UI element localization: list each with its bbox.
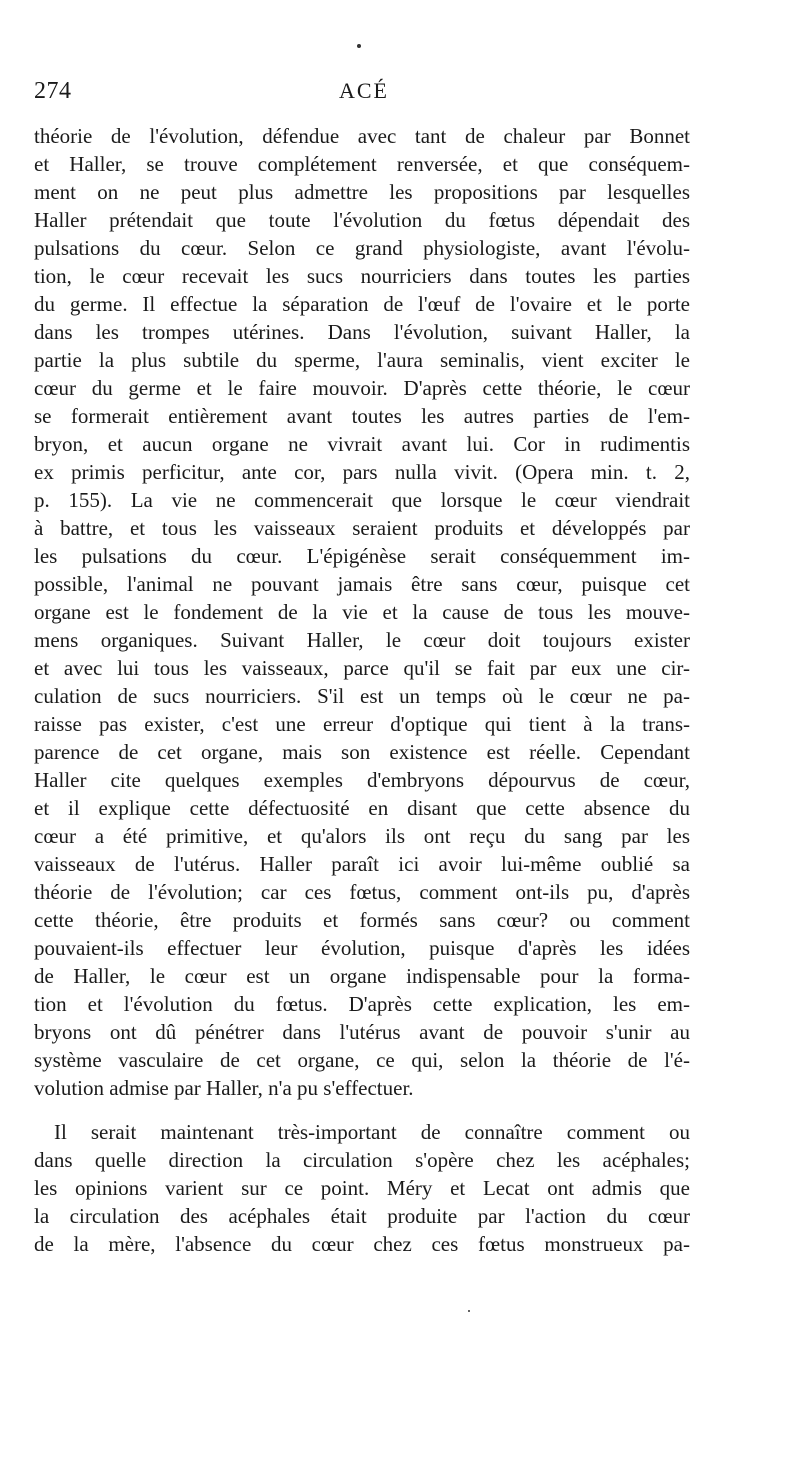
text-line: et il explique cette défectuosité en disant que cette absence du	[34, 796, 690, 820]
text-line: mens organiques. Suivant Haller, le cœur doit toujours exister	[34, 628, 690, 652]
text-line: système vasculaire de cet organe, ce qui, selon la théorie de l'é-	[34, 1048, 690, 1072]
text-line: bryon, et aucun organe ne vivrait avant lui. Cor in rudimentis	[34, 432, 690, 456]
text-line: dans quelle direction la circulation s'opère chez les acéphales;	[34, 1148, 690, 1172]
paragraph-2	[34, 1118, 690, 1258]
text-line: les opinions varient sur ce point. Méry et Lecat ont admis que	[34, 1176, 690, 1200]
text-line: pouvaient-ils effectuer leur évolution, puisque d'après les idées	[34, 936, 690, 960]
paragraph-1	[34, 122, 690, 1102]
text-line: ex primis perficitur, ante cor, pars nulla vivit. (Opera min. t. 2,	[34, 460, 690, 484]
text-line: Haller prétendait que toute l'évolution du fœtus dépendait des	[34, 208, 690, 232]
text-line: les pulsations du cœur. L'épigénèse serait conséquemment im-	[34, 544, 690, 568]
text-line: culation de sucs nourriciers. S'il est un temps où le cœur ne pa-	[34, 684, 690, 708]
page-header	[34, 78, 694, 108]
text-line: tion et l'évolution du fœtus. D'après cette explication, les em-	[34, 992, 690, 1016]
text-line: parence de cet organe, mais son existence est réelle. Cependant	[34, 740, 690, 764]
text-line: la circulation des acéphales était produite par l'action du cœur	[34, 1204, 690, 1228]
text-line: théorie de l'évolution, défendue avec tant de chaleur par Bonnet	[34, 124, 690, 148]
text-line: et Haller, se trouve complétement renversée, et que conséquem-	[34, 152, 690, 176]
text-line: et avec lui tous les vaisseaux, parce qu'il se fait par eux une cir-	[34, 656, 690, 680]
text-line: théorie de l'évolution; car ces fœtus, comment ont-ils pu, d'après	[34, 880, 690, 904]
text-line: Haller cite quelques exemples d'embryons dépourvus de cœur,	[34, 768, 690, 792]
page-number: 274	[34, 78, 72, 104]
ink-speck	[468, 1310, 470, 1312]
text-line: de la mère, l'absence du cœur chez ces fœtus monstrueux pa-	[34, 1232, 690, 1256]
text-line: raisse pas exister, c'est une erreur d'optique qui tient à la trans-	[34, 712, 690, 736]
ink-speck	[357, 44, 361, 48]
text-line: ment on ne peut plus admettre les propositions par lesquelles	[34, 180, 690, 204]
text-line: à battre, et tous les vaisseaux seraient produits et développés par	[34, 516, 690, 540]
text-line: pulsations du cœur. Selon ce grand physiologiste, avant l'évolu-	[34, 236, 690, 260]
body-text	[34, 122, 690, 1258]
text-line: cœur a été primitive, et qu'alors ils ont reçu du sang par les	[34, 824, 690, 848]
text-line: possible, l'animal ne pouvant jamais être sans cœur, puisque cet	[34, 572, 690, 596]
text-line: bryons ont dû pénétrer dans l'utérus avant de pouvoir s'unir au	[34, 1020, 690, 1044]
text-line: dans les trompes utérines. Dans l'évolution, suivant Haller, la	[34, 320, 690, 344]
text-line: cette théorie, être produits et formés sans cœur? ou comment	[34, 908, 690, 932]
text-line: du germe. Il effectue la séparation de l'œuf de l'ovaire et le porte	[34, 292, 690, 316]
text-line: organe est le fondement de la vie et la cause de tous les mouve-	[34, 600, 690, 624]
text-line: cœur du germe et le faire mouvoir. D'après cette théorie, le cœur	[34, 376, 690, 400]
text-line: vaisseaux de l'utérus. Haller paraît ici avoir lui-même oublié sa	[34, 852, 690, 876]
running-head: ACÉ	[339, 78, 389, 103]
text-line: tion, le cœur recevait les sucs nourriciers dans toutes les parties	[34, 264, 690, 288]
paragraph-gap	[62, 1102, 690, 1118]
text-line: Il serait maintenant très-important de connaître comment ou	[54, 1120, 690, 1144]
text-line: p. 155). La vie ne commencerait que lorsque le cœur viendrait	[34, 488, 690, 512]
text-line: partie la plus subtile du sperme, l'aura seminalis, vient exciter le	[34, 348, 690, 372]
text-line: de Haller, le cœur est un organe indispensable pour la forma-	[34, 964, 690, 988]
text-line: se formerait entièrement avant toutes les autres parties de l'em-	[34, 404, 690, 428]
text-line: volution admise par Haller, n'a pu s'effectuer.	[34, 1076, 414, 1100]
